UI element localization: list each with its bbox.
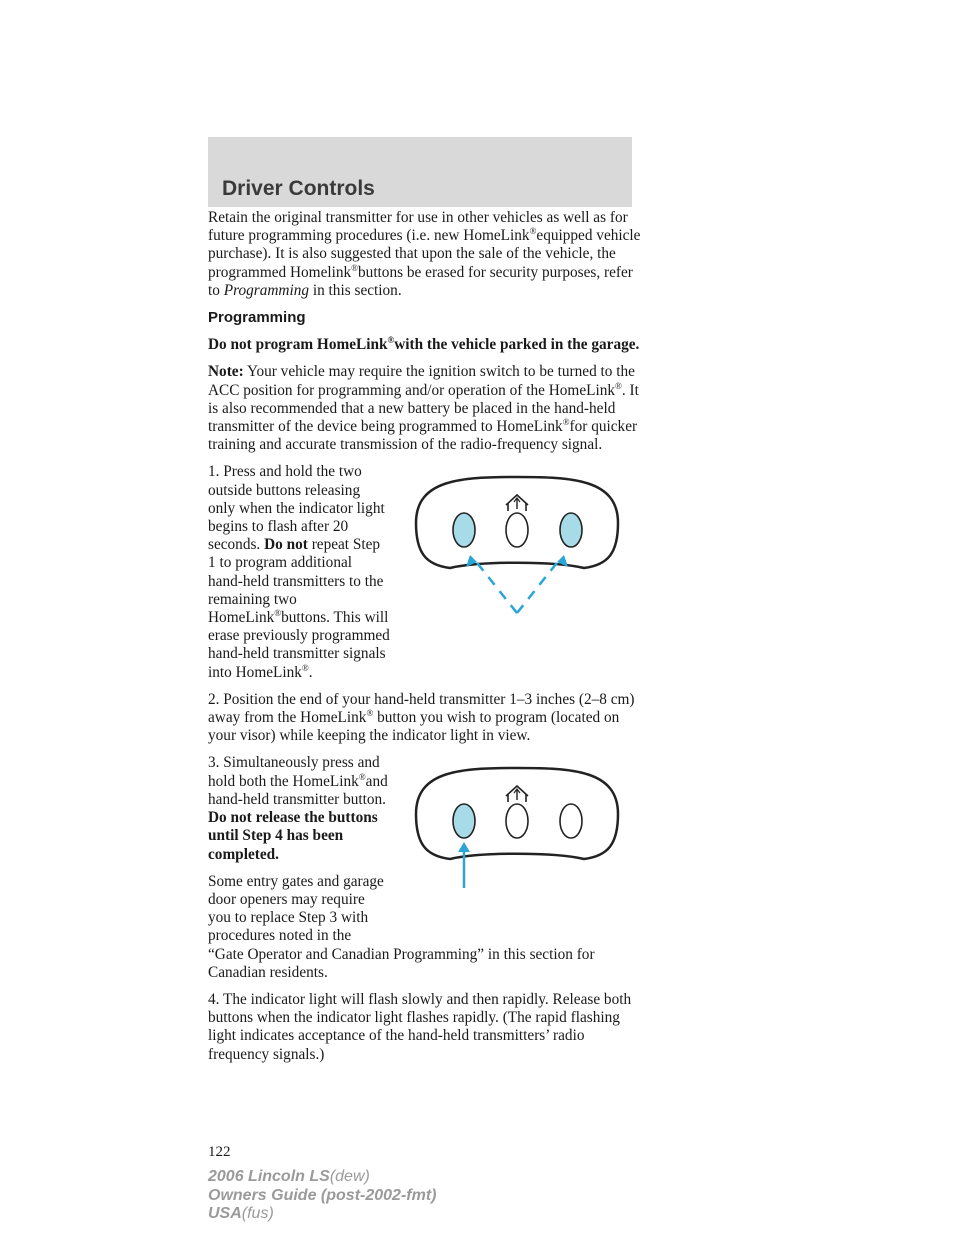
step-3-gate-note-continued: “Gate Operator and Canadian Programming” in this section for Canadian residents. <box>208 945 595 981</box>
section-header-title: Driver Controls <box>222 177 375 200</box>
garage-warning: Do not program HomeLink®with the vehicle parked in the garage. <box>208 335 640 354</box>
footer-line-1: 2006 Lincoln LS(dew) <box>208 1168 370 1185</box>
step-1: 1. Press and hold the two outside buttons releasing only when the indicator light begins to flash after 20 seconds. Do not repeat Step 1 to program additional hand-held transmitters to the remaining two HomeLink®buttons. This will erase previously programmed hand-held transmitter signals into HomeLink®. <box>208 463 390 681</box>
homelink-button-right <box>560 513 582 547</box>
homelink-button-middle <box>506 804 528 838</box>
programming-note: Note: Your vehicle may require the ignition switch to be turned to the ACC position for programming and/or operation of the HomeLink®. It is also recommended that a new battery be placed in the hand-held transmitter of the device being programmed to HomeLink®for quicker training and accurate transmission of the radio-frequency signal. <box>208 363 639 454</box>
footer-line-2: Owners Guide (post-2002-fmt) <box>208 1186 437 1204</box>
page-number: 122 <box>208 1144 231 1160</box>
intro-paragraph: Retain the original transmitter for use in other vehicles as well as for future programming procedures (i.e. new HomeLink®equipped vehicle purchase). It is also suggested that upon the sale of the vehicle, the programmed Homelink®buttons be erased for security purposes, refer to Programming in this section. <box>208 209 641 299</box>
step-3: 3. Simultaneously press and hold both the HomeLink®and hand-held transmitter button. Do not release the buttons until Step 4 has been completed. <box>208 754 388 863</box>
homelink-button-left <box>453 804 475 838</box>
document-footer <box>208 1168 436 1224</box>
step-4: 4. The indicator light will flash slowly and then rapidly. Release both buttons when the indicator light flashes rapidly. (The rapid flashing light indicates acceptance of the hand-held transmitters’ radio frequency signals.) <box>208 990 632 1063</box>
programming-heading: Programming <box>208 309 306 327</box>
step-1-row <box>208 463 644 681</box>
step-2: 2. Position the end of your hand-held transmitter 1–3 inches (2–8 cm) away from the HomeLink® button you wish to program (located on your visor) while keeping the indicator light in view. <box>208 690 635 745</box>
homelink-button-left <box>453 513 475 547</box>
homelink-diagram-outside-buttons <box>404 465 630 625</box>
footer-line-3: USA(fus) <box>208 1205 274 1222</box>
homelink-button-middle <box>506 513 528 547</box>
homelink-diagram-single-button <box>404 756 630 892</box>
page-content <box>208 209 644 1073</box>
step-3-gate-note: Some entry gates and garage door openers may require you to replace Step 3 with procedures noted in the <box>208 872 384 945</box>
homelink-button-right <box>560 804 582 838</box>
header-band <box>208 137 632 207</box>
step-3-row <box>208 754 644 945</box>
